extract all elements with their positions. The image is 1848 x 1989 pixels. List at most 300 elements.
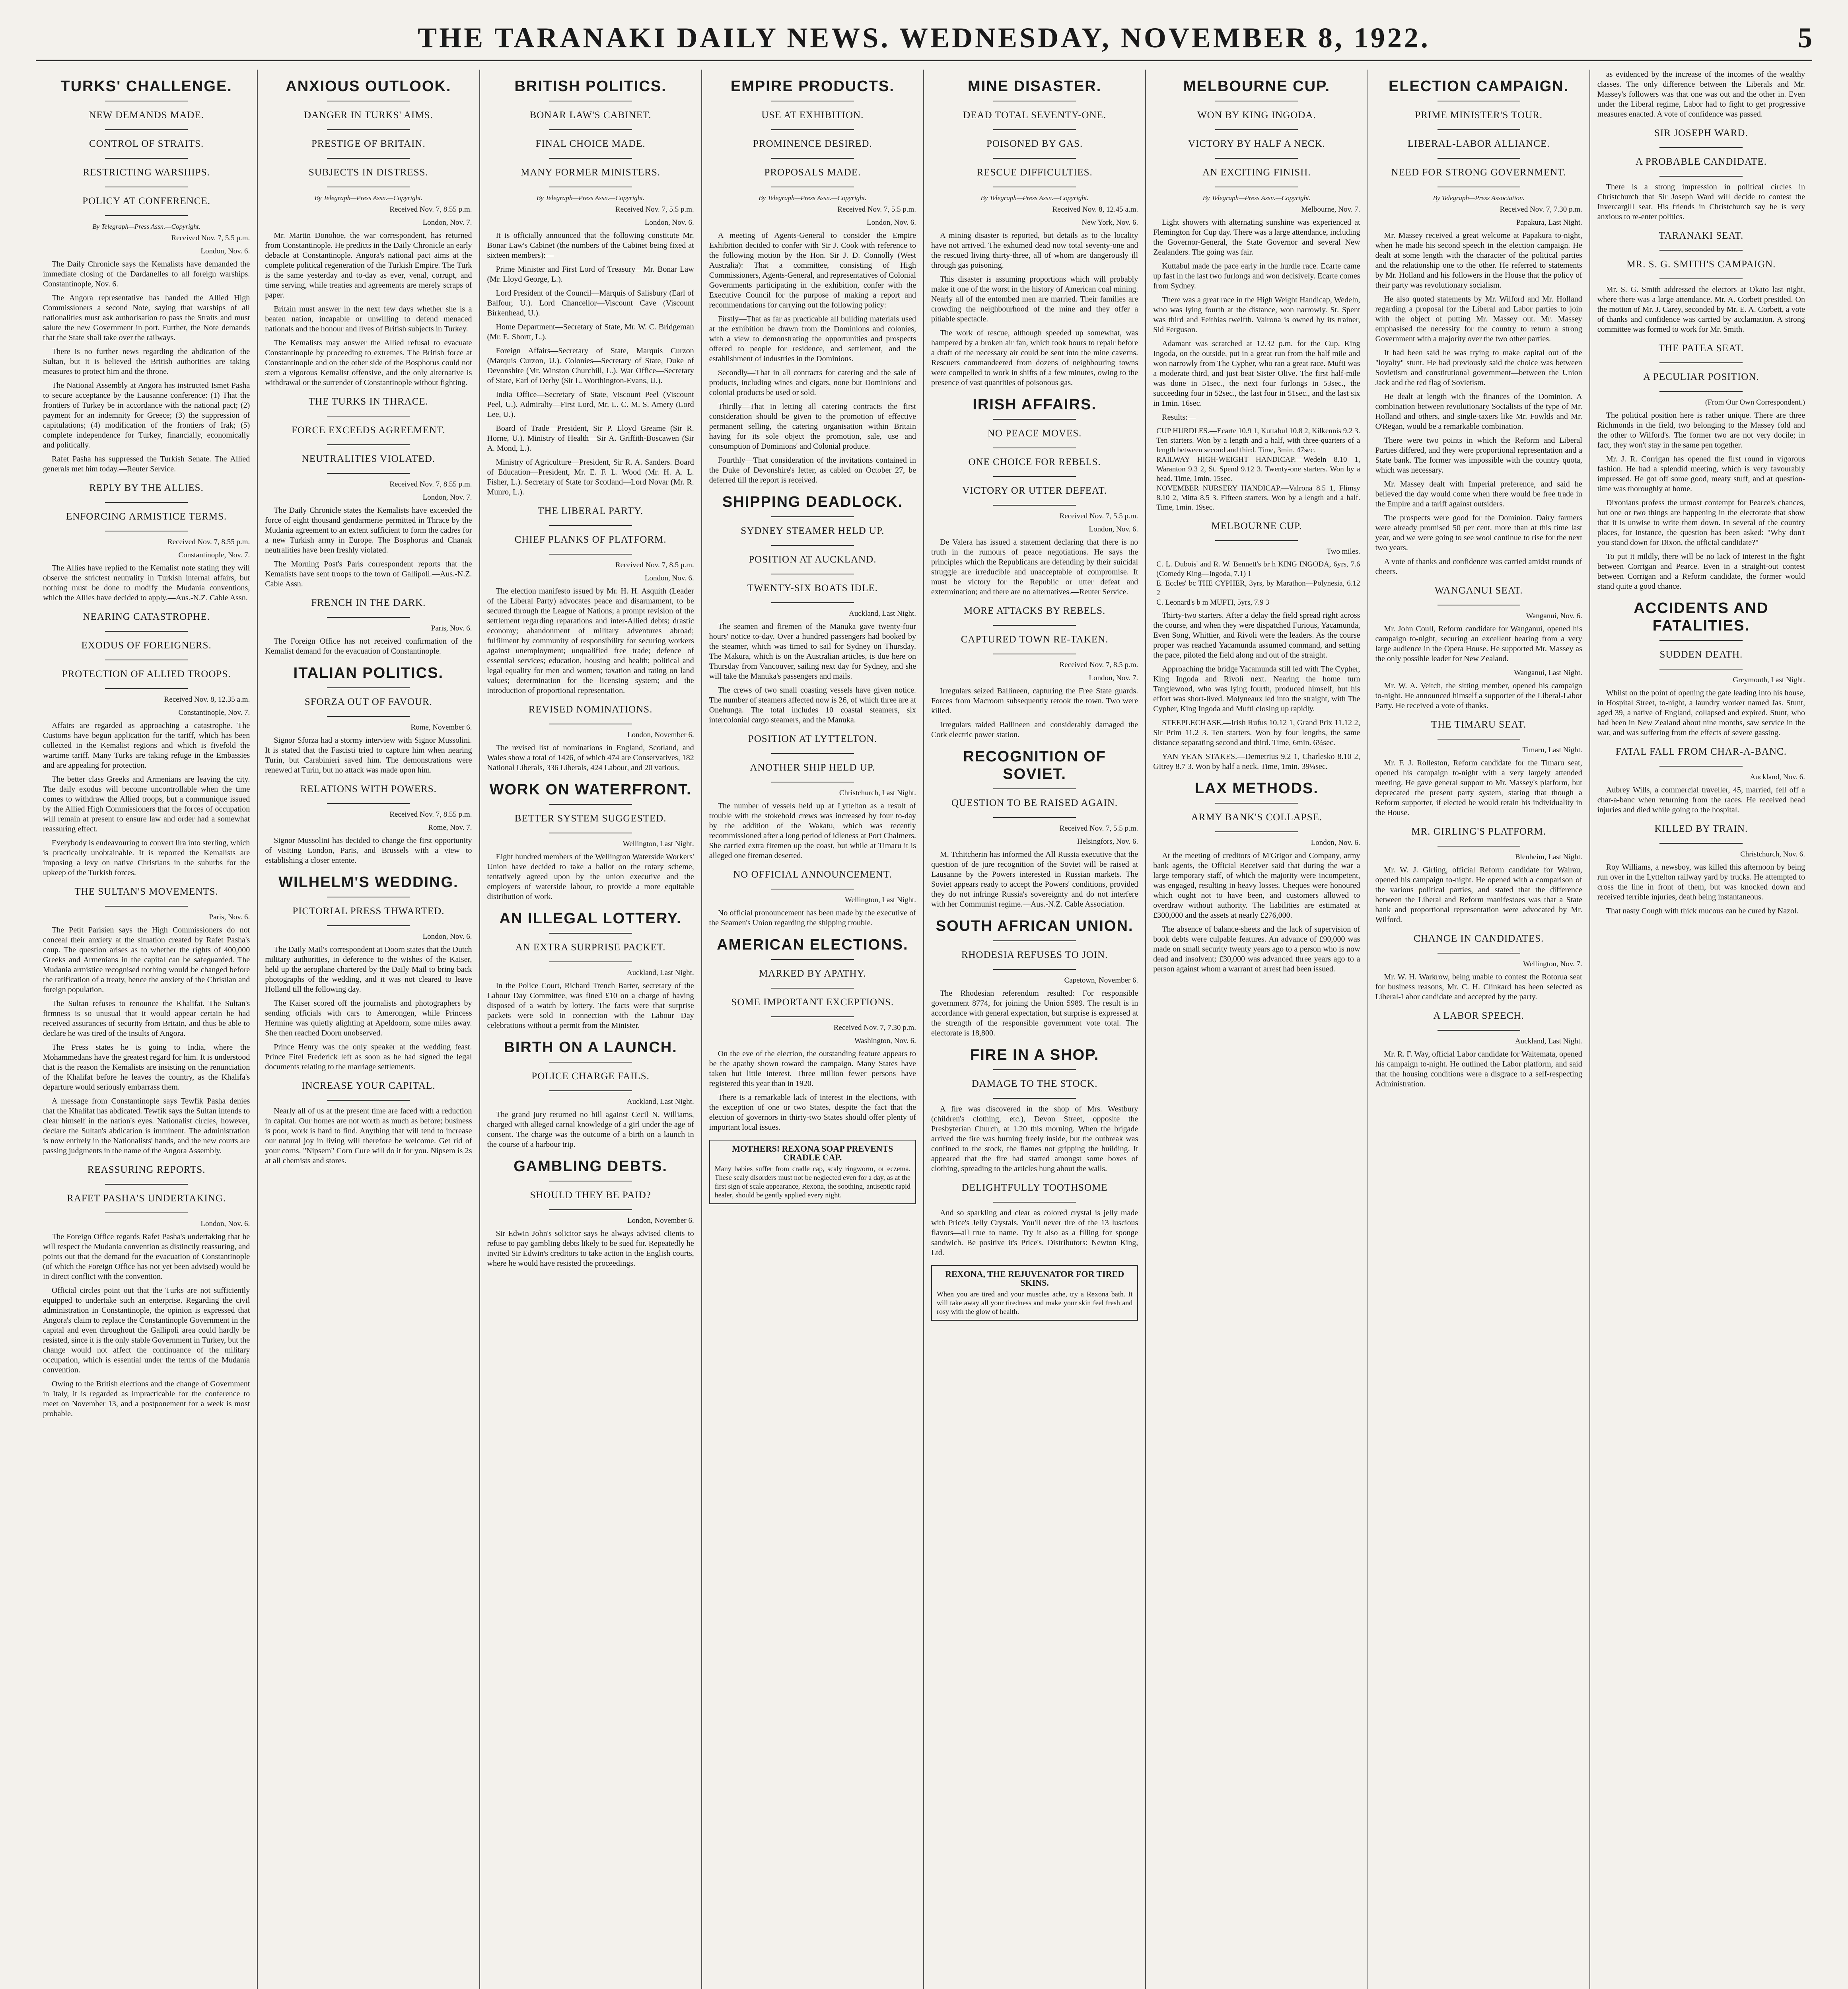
article-paragraph: The better class Greeks and Armenians are leaving the city. The daily exodus will become uncontrollable when the time comes to withdraw the Allied troops, but a communique issued by the Allied High Commissioners that the forces of occupation will remain at present to ensure law and order had a somewhat reassuring effect. xyxy=(43,775,250,833)
dateline: Timaru, Last Night. xyxy=(1522,746,1582,754)
article-paragraph: Secondly—That in all contracts for catering and the sale of products, including wines and cigars, none but Dominions' and colonial products be used or sold. xyxy=(709,368,916,397)
article-paragraph: To put it mildly, there will be no lack of interest in the fight between Corrigan and Pearce. Even in a straight-out contest between Corrigan and a Reform candidate, the former would stand quite a good chance. xyxy=(1597,552,1805,591)
article-paragraph: Irregulars seized Ballineen, capturing the Free State guards. Forces from Macroom subsequently retook the town. Two were killed. xyxy=(931,687,1138,715)
subheading-rule xyxy=(993,505,1076,506)
article-paragraph: The election manifesto issued by Mr. H. H. Asquith (Leader of the Liberal Party) advocates peace and disarmament, to be secured through the League of Nations; a prompt revision of the settlement regarding reparations and inter-Allied debts; drastic economy; abandonment of military adventures abroad; fulfilment by community of responsibility for securing workers against unemployment; unqualified free trade; defence of essential services; education, housing and health; political and legal equality for men and women; taxation and rating on land values; determination for the licensing system; and the introduction of proportional representation. xyxy=(487,587,694,695)
dateline: Received Nov. 8, 12.45 a.m. xyxy=(1052,205,1138,214)
subheading-rule xyxy=(105,129,188,130)
article-paragraph: There is no further news regarding the abdication of the Sultan, but it is believed the British authorities are taking measures to protect him and the throne. xyxy=(43,347,250,376)
headline-rule xyxy=(549,804,632,805)
article-paragraph: Prime Minister and First Lord of Treasury—Mr. Bonar Law (Mr. Lloyd George, L.). xyxy=(487,265,694,284)
subheading: WON BY KING INGODA. xyxy=(1197,110,1316,121)
article-paragraph: The Sultan refuses to renounce the Khalifat. The Sultan's firmness is so unusual that it would appear certain he had received assurances of security from Britain, and thus be able to declare he was tired of the insults of Angora. xyxy=(43,999,250,1038)
subheading-rule xyxy=(327,716,410,717)
dateline: Received Nov. 7, 5.5 p.m. xyxy=(1059,824,1138,833)
subheading: BETTER SYSTEM SUGGESTED. xyxy=(514,813,667,824)
article-paragraph: He dealt at length with the finances of the Dominion. A combination between revolutionary Socialists of the type of Mr. Holland and others, and single-taxers like Mr. Fowlds and Mr. O'Regan, would be a remarkable combination. xyxy=(1375,392,1582,431)
subheading: CONTROL OF STRAITS. xyxy=(89,138,204,149)
article-paragraph: The Angora representative has handed the Allied High Commissioners a second Note, saying that warships of all nationalities must ask authorisation to pass the Straits and must salute the new Government in port. Further, the Note demands that the State shall take over the railways. xyxy=(43,294,250,342)
dateline: London, Nov. 7. xyxy=(1089,674,1138,682)
subheading: SYDNEY STEAMER HELD UP. xyxy=(741,525,885,536)
article-paragraph: Eight hundred members of the Wellington Waterside Workers' Union have decided to take a ballot on the rotary scheme, tentatively agreed upon by the union executive and the employers of waterside labour, to provide a more equitable distribution of work. xyxy=(487,852,694,901)
subheading: CHIEF PLANKS OF PLATFORM. xyxy=(514,534,667,545)
wire-credit: By Telegraph—Press Assn.—Copyright. xyxy=(1202,194,1311,202)
article-headline: SHIPPING DEADLOCK. xyxy=(722,494,903,510)
article-paragraph: Thirdly—That in letting all catering contracts the first consideration should be given to the promotion of effective permanent selling, the catering organisation within Britain having for its sole object the promotion, sale, use and consumption of Dominions' and Colonial produce. xyxy=(709,402,916,451)
dateline: Wellington, Nov. 7. xyxy=(1523,960,1582,968)
subheading: REASSURING REPORTS. xyxy=(87,1164,206,1175)
dateline: Paris, Nov. 6. xyxy=(431,624,472,633)
subheading: SOME IMPORTANT EXCEPTIONS. xyxy=(731,997,894,1008)
dateline: London, Nov. 7. xyxy=(422,493,472,502)
dateline: London, Nov. 6. xyxy=(1311,839,1360,847)
subheading: RELATIONS WITH POWERS. xyxy=(300,784,437,794)
article-paragraph: Whilst on the point of opening the gate leading into his house, in Hospital Street, to-night, a laundry worker named Jas. Stunt, aged 39, a native of England, collapsed and expired. Stunt, who had been in New Zealand about nine months, saw service in the war, and was suffering from the effects of severe gassing. xyxy=(1597,689,1805,737)
article-headline: FIRE IN A SHOP. xyxy=(970,1047,1099,1063)
article-paragraph: Affairs are regarded as approaching a catastrophe. The Customs have begun application for the tariff, which has been collected in the Kemalist regions and which is fivefold the wartime tariff. Many Turks are taking refuge in the Embassies and are appealing for protection. xyxy=(43,721,250,770)
subheading-rule xyxy=(993,625,1076,626)
subheading: SFORZA OUT OF FAVOUR. xyxy=(304,697,432,707)
subheading: SIR JOSEPH WARD. xyxy=(1654,128,1748,138)
subheading-rule xyxy=(105,688,188,689)
dateline: Received Nov. 7, 7.30 p.m. xyxy=(833,1024,916,1032)
subheading: PRESTIGE OF BRITAIN. xyxy=(311,138,426,149)
subheading: MARKED BY APATHY. xyxy=(759,968,866,979)
article-headline: MINE DISASTER. xyxy=(968,78,1102,95)
subheading-rule xyxy=(993,817,1076,818)
subheading: DELIGHTFULLY TOOTHSOME xyxy=(961,1182,1108,1193)
subheading: THE LIBERAL PARTY. xyxy=(538,506,644,516)
column-6 xyxy=(1146,70,1368,1989)
subheading-rule xyxy=(1659,766,1743,767)
dateline: Wellington, Last Night. xyxy=(845,896,916,904)
article-paragraph: In the Police Court, Richard Trench Barter, secretary of the Labour Day Committee, was fined £10 on a charge of having disposed of a watch by lottery. The facts were that surprise packets were sold in connection with the Labour Day celebrations without a permit from the Minister. xyxy=(487,981,694,1030)
subheading-rule xyxy=(549,1209,632,1210)
article-headline: IRISH AFFAIRS. xyxy=(973,396,1097,413)
article-headline: SOUTH AFRICAN UNION. xyxy=(936,918,1134,934)
article-paragraph: He also quoted statements by Mr. Wilford and Mr. Holland regarding a proposal for the Liberal and Labor parties to join with the object of putting Mr. Massey out. Mr. Massey emphasised the necessity for the country to return a strong Government with a majority over the two other parties. xyxy=(1375,295,1582,343)
article-paragraph: Lord President of the Council—Marquis of Salisbury (Earl of Balfour, U.). Lord Chancellor—Viscount Cave (Viscount Birkenhead, U.). xyxy=(487,289,694,317)
article-headline: ITALIAN POLITICS. xyxy=(293,665,444,681)
subheading-rule xyxy=(771,545,854,546)
subheading: NEUTRALITIES VIOLATED. xyxy=(302,453,436,464)
article-paragraph: Mr. F. J. Rolleston, Reform candidate for the Timaru seat, opened his campaign to-night with a very largely attended meeting. He gave general support to Mr. Massey's platform, but deprecated the present party system, stating that though a Reform supporter, if elected he would retain his individuality in the House. xyxy=(1375,759,1582,817)
article-paragraph: Rafet Pasha has suppressed the Turkish Senate. The Allied generals met him today.—Reuter Service. xyxy=(43,455,250,473)
headline-rule xyxy=(1215,803,1298,804)
page-number: 5 xyxy=(1798,21,1812,54)
article-headline: BRITISH POLITICS. xyxy=(514,78,667,95)
subheading-rule xyxy=(1659,176,1743,177)
article-paragraph: Mr. Massey received a great welcome at Papakura to-night, when he made his second speech in the election campaign. He dealt at some length with the character of the political parties and the relationship one to the other. He referred to statements by Mr. Holland and his followers in the House that the policy of their party was revolutionary socialism. xyxy=(1375,231,1582,290)
headline-rule xyxy=(993,419,1076,420)
advertisement-heading: REXONA, THE REJUVENATOR FOR TIRED SKINS. xyxy=(945,1269,1124,1288)
article-paragraph: Signor Mussolini has decided to change the first opportunity of visiting London, Paris, and Brussels with a view to establishing a closer entente. xyxy=(265,836,472,865)
dateline: London, Nov. 6. xyxy=(1089,525,1138,533)
subheading-rule xyxy=(1438,129,1520,130)
article-headline: ANXIOUS OUTLOOK. xyxy=(286,78,451,95)
subheading-rule xyxy=(105,215,188,216)
subheading: INCREASE YOUR CAPITAL. xyxy=(302,1080,436,1091)
article-paragraph: The Rhodesian referendum resulted: For responsible government 8774, for joining the Union 5989. The result is in accordance with general expectation, but surprise is expressed at the strength of the responsible government vote total. The electorate is 18,800. xyxy=(931,989,1138,1037)
article-paragraph: Mr. John Coull, Reform candidate for Wanganui, opened his campaign to-night, securing an excellent hearing from a very large audience in the Opera House. He supported Mr. Massey as the only possible leader for New Zealand. xyxy=(1375,625,1582,663)
dateline: Received Nov. 7, 5.5 p.m. xyxy=(615,205,694,214)
wire-credit: By Telegraph—Press Assn.—Copyright. xyxy=(536,194,645,202)
subheading: ANOTHER SHIP HELD UP. xyxy=(750,762,875,773)
article-paragraph: Light showers with alternating sunshine was experienced at Flemington for Cup day. There was a large attendance, including the Governor-General, the State Governor and several New Zealanders. The going was fair. xyxy=(1153,218,1360,257)
dateline: London, Nov. 7. xyxy=(422,218,472,227)
advertisement xyxy=(931,1265,1138,1321)
result-line: E. Eccles' bc THE CYPHER, 3yrs, by Marathon—Polynesia, 6.12 2 xyxy=(1156,579,1360,597)
article-paragraph: Adamant was scratched at 12.32 p.m. for the Cup. King Ingoda, on the outside, put in a great run from the half mile and won narrowly from The Cypher, who ran a great race. Mufti was a moderate third, and just beat Sister Olive. The first half-mile was done in 51sec., the next four furlongs in 53sec., the succeeding four in 52sec., the last four in 51sec., and the last six in 1min. 16sec. xyxy=(1153,339,1360,408)
subheading-rule xyxy=(1659,250,1743,251)
subheading-rule xyxy=(105,1212,188,1213)
dateline: Received Nov. 7, 7.30 p.m. xyxy=(1500,205,1582,214)
article-headline: WORK ON WATERFRONT. xyxy=(489,781,692,798)
article-paragraph: The prospects were good for the Dominion. Dairy farmers were already promised 50 per cent. more than at this time last year, and we were going to see wool continue to rise for the next two years. xyxy=(1375,514,1582,552)
dateline: Melbourne, Nov. 7. xyxy=(1301,205,1360,214)
dateline: Christchurch, Last Night. xyxy=(839,789,916,797)
subheading-rule xyxy=(1438,739,1520,740)
dateline: Constantinople, Nov. 7. xyxy=(178,551,250,559)
article-paragraph: There is a strong impression in political circles in Christchurch that Sir Joseph Ward will decide to contest the Invercargill seat. His friends in Christchurch say he is very anxious to re-enter politics. xyxy=(1597,183,1805,221)
headline-rule xyxy=(549,1062,632,1063)
article-paragraph: Signor Sforza had a stormy interview with Signor Mussolini. It is stated that the Fascisti tried to capture him when nearing Turin, but Carabinieri saved him. The demonstrations were renewed at Turin, but no attack was made upon him. xyxy=(265,736,472,775)
column-3 xyxy=(480,70,702,1989)
article-paragraph: The Press states he is going to India, where the Mohammedans have the greatest regard for him. It is understood that is the reason the Kemalists are insisting on the renunciation of the Khalifat before he leaves the country, as the Khalifa's departure would seriously embarrass them. xyxy=(43,1043,250,1092)
subheading-rule xyxy=(549,1090,632,1091)
subheading: PICTORIAL PRESS THWARTED. xyxy=(292,906,445,917)
article-paragraph: The Morning Post's Paris correspondent reports that the Kemalists have sent troops to the town of Gallipoli.—Aus.-N.Z. Cable Assn. xyxy=(265,560,472,588)
article-headline: BIRTH ON A LAUNCH. xyxy=(504,1039,677,1056)
subheading: RESTRICTING WARSHIPS. xyxy=(83,167,210,178)
subheading-rule xyxy=(327,129,410,130)
article-paragraph: And so sparkling and clear as colored crystal is jelly made with Price's Jelly Crystals. You'll never tire of the 13 luscious flavors—all true to name. Try it also as a filling for sponge sandwich. Be positive it's Price's. Distributors: Newton King, Ltd. xyxy=(931,1209,1138,1257)
subheading-rule xyxy=(771,602,854,603)
subheading: THE SULTAN'S MOVEMENTS. xyxy=(74,886,218,897)
article-paragraph: Nearly all of us at the present time are faced with a reduction in capital. Our homes are not worth as much as before; business is poor, work is hard to find. Anything that will tend to increase our natural joy in living will therefore be welcome. Get rid of your corns. "Nipsem" Corn Cure will do it for you. Nipsem is 2s at all chemists and stores. xyxy=(265,1107,472,1165)
article-paragraph: There were two points in which the Reform and Liberal Parties differed, and they were proportional representation and a State bank. The former was impossible with the country quota, which was necessary. xyxy=(1375,436,1582,475)
article-paragraph: Mr. S. G. Smith addressed the electors at Okato last night, where there was a large attendance. Mr. A. Corbett presided. On the motion of Mr. J. Carey, seconded by Mr. E. A. Corbett, a vote of thanks and confidence was carried by acclamation. A strong committee was formed to work for Mr. Smith. xyxy=(1597,285,1805,334)
article-paragraph: Prince Henry was the only speaker at the wedding feast. Prince Eitel Frederick left as soon as he had signed the legal documents relating to the marriage settlements. xyxy=(265,1043,472,1071)
dateline: London, Nov. 6. xyxy=(422,932,472,941)
article-paragraph: M. Tchitcherin has informed the All Russia executive that the question of de jure recognition of the Soviet will be raised at Lausanne by the Powers interested in Russian markets. The Soviet appears ready to accept the Powers' conditions, provided they do not infringe Russia's sovereignty and do not interfere with her Communist regime.—Aus.-N.Z. Cable Association. xyxy=(931,850,1138,909)
article-paragraph: Kuttabul made the pace early in the hurdle race. Ecarte came up fast in the last two furlongs and won decisively. Ecarte comes from Sydney. xyxy=(1153,262,1360,290)
subheading-rule xyxy=(1659,843,1743,844)
subheading: ARMY BANK'S COLLAPSE. xyxy=(1191,812,1323,823)
subheading-rule xyxy=(771,158,854,159)
article-paragraph: Official circles point out that the Turks are not sufficiently equipped to undertake such an enterprise. Regarding the civil administration in Constantinople, the opinion is expressed that Angora's claim to replace the Constantinople Government in the capital and even throughout the Gallipoli area could hardly be resisted, since it is the only stable Government in Turkey, but the change would not affect the continuance of the military occupation, which is essential under the terms of the Mudania convention. xyxy=(43,1286,250,1374)
subheading-rule xyxy=(105,158,188,159)
subheading: MELBOURNE CUP. xyxy=(1211,521,1302,531)
subheading-rule xyxy=(327,617,410,618)
subheading: AN EXTRA SURPRISE PACKET. xyxy=(515,942,666,953)
article-paragraph: There is a remarkable lack of interest in the elections, with the exception of one or two States, despite the fact that the election of governors in thirty-two States should offer plenty of important local issues. xyxy=(709,1093,916,1132)
newspaper-columns xyxy=(36,70,1812,1989)
article-paragraph: Mr. R. F. Way, official Labor candidate for Waitemata, opened his campaign to-night. He outlined the Labor platform, and said that the housing conditions were a disgrace to a self-respecting Administration. xyxy=(1375,1050,1582,1088)
article-paragraph: A mining disaster is reported, but details as to the locality have not arrived. The exhumed dead now total seventy-one and the rescued living thirty-three, all of whom are dangerously ill through gas poisoning. xyxy=(931,231,1138,270)
subheading-rule xyxy=(105,1184,188,1185)
subheading-rule xyxy=(549,525,632,526)
article-paragraph: Sir Edwin John's solicitor says he always advised clients to refuse to pay gambling debts likely to be sued for. Repeatedly he invited Sir Edwin's creditors to take action in the English courts, where he would have resisted the proceedings. xyxy=(487,1229,694,1268)
subheading-rule xyxy=(327,925,410,926)
subheading: REVISED NOMINATIONS. xyxy=(528,704,653,715)
subheading: TWENTY-SIX BOATS IDLE. xyxy=(747,583,878,594)
wire-credit: By Telegraph—Press Assn.—Copyright. xyxy=(92,223,200,230)
dateline: London, Nov. 6. xyxy=(200,247,250,255)
dateline: Received Nov. 8, 12.35 a.m. xyxy=(164,695,250,704)
dateline: Rome, November 6. xyxy=(410,723,472,732)
subheading: ONE CHOICE FOR REBELS. xyxy=(968,457,1101,467)
subheading: SUDDEN DEATH. xyxy=(1659,649,1743,660)
article-paragraph: The revised list of nominations in England, Scotland, and Wales show a total of 1426, of which 474 are Conservatives, 182 National Liberals, 336 Liberals, 424 Labour, and 20 various. xyxy=(487,743,694,772)
article-paragraph: Mr. W. H. Warkrow, being unable to contest the Rotorua seat for business reasons, Mr. C. H. Clinkard has been selected as Liberal-Labor candidate and accepted by the party. xyxy=(1375,973,1582,1001)
article-paragraph: Mr. Massey dealt with Imperial preference, and said he believed the day would come when there would be free trade in the Empire and a tariff against outsiders. xyxy=(1375,480,1582,508)
subheading: DAMAGE TO THE STOCK. xyxy=(971,1078,1098,1089)
result-line: CUP HURDLES.—Ecarte 10.9 1, Kuttabul 10.8 2, Kilkennis 9.2 3. Ten starters. Won by a length and a half, with three-quarters of a length between second and third. Time, 3min. 47sec. xyxy=(1156,427,1360,454)
article-paragraph: Home Department—Secretary of State, Mr. W. C. Bridgeman (Mr. E. Shortt, L.). xyxy=(487,323,694,341)
subheading: USE AT EXHIBITION. xyxy=(761,110,864,121)
subheading-rule xyxy=(1438,953,1520,954)
subheading: NO PEACE MOVES. xyxy=(987,428,1082,439)
dateline: Received Nov. 7, 8.5 p.m. xyxy=(1059,661,1138,669)
advertisement-heading: MOTHERS! REXONA SOAP PREVENTS CRADLE CAP. xyxy=(732,1144,893,1162)
subheading: A PROBABLE CANDIDATE. xyxy=(1635,156,1767,167)
subheading: LIBERAL-LABOR ALLIANCE. xyxy=(1407,138,1550,149)
article-headline: EMPIRE PRODUCTS. xyxy=(730,78,895,95)
subheading: FORCE EXCEEDS AGREEMENT. xyxy=(292,425,445,436)
subheading-rule xyxy=(549,129,632,130)
article-paragraph: Roy Williams, a newsboy, was killed this afternoon by being run over in the Lyttelton railway yard by trucks. He attempted to cross the line in front of them, but was knocked down and received terrible injuries, death being instantaneous. xyxy=(1597,863,1805,901)
subheading: POLICE CHARGE FAILS. xyxy=(531,1071,650,1082)
article-paragraph: On the eve of the election, the outstanding feature appears to be the apathy shown toward the campaign. Many States have taken but little interest. Three million fewer persons have registered this year than in 1920. xyxy=(709,1049,916,1088)
dateline: London, Nov. 6. xyxy=(644,574,694,582)
article-paragraph: At the meeting of creditors of M'Grigor and Company, army bank agents, the Official Receiver said that during the war a large temporary staff, of which the majority were incompetent, was engaged, resulting in heavy losses. Cheques were honoured which ought not to have been, and customers allowed to overdraw without authority. The liabilities are estimated at £300,000 and the assets at nearly £276,000. xyxy=(1153,851,1360,920)
article-paragraph: It had been said he was trying to make capital out of the "loyalty" stunt. He had previously said the choice was between Sovietism and constitutional government—between the Union Jack and the red flag of Sovietism. xyxy=(1375,348,1582,387)
subheading-rule xyxy=(1438,846,1520,847)
dateline: Auckland, Nov. 6. xyxy=(1750,773,1805,781)
article-headline: MELBOURNE CUP. xyxy=(1183,78,1331,95)
article-paragraph: A vote of thanks and confidence was carried amidst rounds of cheers. xyxy=(1375,557,1582,576)
result-line: RAILWAY HIGH-WEIGHT HANDICAP.—Wedeln 8.10 1, Waranton 9.3 2, St. Spend 9.12 3. Twenty-one starters. Won by a head. Time, 1min. 15sec. xyxy=(1156,455,1360,483)
article-paragraph: Thirty-two starters. After a delay the field spread right across the course, and when they were dispatched Furious, Yacamunda, Even Song, Whittier, and Rivoli were the leaders. As the course proper was reached Yacamunda assumed command, and setting the pace, piloted the field along and out of the straight. xyxy=(1153,611,1360,660)
subheading-rule xyxy=(105,631,188,632)
article-paragraph: Britain must answer in the next few days whether she is a beaten nation, incapable or unwilling to defend menaced nationals and the honour and lives of British subjects in Turkey. xyxy=(265,305,472,333)
subheading-rule xyxy=(1215,158,1298,159)
dateline: Auckland, Last Night. xyxy=(849,609,916,618)
subheading: AN EXCITING FINISH. xyxy=(1202,167,1311,178)
article-paragraph: The Kaiser scored off the journalists and photographers by sending officials with cars to Amerongen, while Princess Hermine was quietly alighting at Apeldoorn, some miles away. She then reached Doorn unobserved. xyxy=(265,999,472,1037)
article-headline: RECOGNITION OF SOVIET. xyxy=(963,748,1106,782)
subheading-rule xyxy=(105,502,188,503)
dateline: Paris, Nov. 6. xyxy=(209,913,250,921)
subheading-rule xyxy=(1215,129,1298,130)
subheading-rule xyxy=(1438,1030,1520,1031)
result-line: NOVEMBER NURSERY HANDICAP.—Valrona 8.5 1, Flimsy 8.10 2, Mitta 8.5 3. Fifteen starters. Won by a length and a half. Time, 1min. 19sec. xyxy=(1156,484,1360,512)
article-paragraph: The absence of balance-sheets and the lack of supervision of book debts were culpable features. An advance of £90,000 was made on small security twenty years ago to a person who is now dead and insolvent; £30,000 was advanced three years ago to a person against whom a warrant of arrest had been issued. xyxy=(1153,925,1360,973)
headline-rule xyxy=(1659,640,1743,641)
column-2 xyxy=(258,70,480,1989)
subheading: DEAD TOTAL SEVENTY-ONE. xyxy=(963,110,1107,121)
article-paragraph: A fire was discovered in the shop of Mrs. Westbury (children's clothing, etc.), Devon Street, opposite the Presbyterian Church, at 1.20 this morning. When the brigade arrived the fire was burning freely inside, but the outbreak was confined to the stock, the flames not gripping the building. It appeared that the fire had started amongst some boxes of clothing, spreading to the articles hung about the walls. xyxy=(931,1105,1138,1173)
article-paragraph: The Allies have replied to the Kemalist note stating they will observe the strictest neutrality in Turkish internal affairs, but nothing must be done to modify the Mudania conventions, which the Allies have decided to apply.—Aus.-N.Z. Cable Assn. xyxy=(43,564,250,602)
article-paragraph: This disaster is assuming proportions which will probably make it one of the worst in the history of American coal mining. Nearly all of the entombed men are married. Their families are crowding the neighbourhood of the mine and they offer a pitiable spectacle. xyxy=(931,275,1138,323)
dateline: London, Nov. 6. xyxy=(200,1220,250,1228)
subheading: POSITION AT LYTTELTON. xyxy=(748,734,877,744)
dateline: London, Nov. 6. xyxy=(644,218,694,227)
subheading-rule xyxy=(1659,391,1743,392)
dateline: Received Nov. 7, 8.55 p.m. xyxy=(389,810,472,819)
subheading-rule xyxy=(993,158,1076,159)
article-headline: AN ILLEGAL LOTTERY. xyxy=(499,910,682,927)
article-paragraph: Mr. Martin Donohoe, the war correspondent, has returned from Constantinople. He predicts in the Daily Chronicle an early debacle at Constantinople. Angora's national pact aims at the complete political regeneration of the Turkish Empire. The Turk is the same yesterday and to-day as ever, venal, corrupt, and time serving, while treaties and agreements are merely scraps of paper. xyxy=(265,231,472,300)
article-paragraph: Mr. W. J. Girling, official Reform candidate for Wairau, opened his campaign to-night. He opened with a comparison of the various political parties, and stated that the difference between the Liberal and Reform manifestoes was that a State bank and proportional representation were advocated by Mr. Wilford. xyxy=(1375,866,1582,924)
subheading: VICTORY BY HALF A NECK. xyxy=(1188,138,1325,149)
dateline: Auckland, Last Night. xyxy=(626,969,694,977)
article-paragraph: The Foreign Office has not received confirmation of the Kemalist demand for the evacuation of Constantinople. xyxy=(265,637,472,656)
subheading: POISONED BY GAS. xyxy=(986,138,1083,149)
article-paragraph: The political position here is rather unique. There are three Richmonds in the field, two belonging to the Massey fold and the other to Wilford's. The former two are not very docile; in fact, they won't stay in the same pen together. xyxy=(1597,411,1805,450)
result-line: C. Leonard's b m MUFTI, 5yrs, 7.9 3 xyxy=(1156,598,1269,607)
article-paragraph: as evidenced by the increase of the incomes of the wealthy classes. The only difference between the Liberals and Mr. Massey's followers was that one was out and the other in. Even under the Liberal regime, Labor had to fight to get progressive measures enacted. A vote of confidence was passed. xyxy=(1597,70,1805,119)
subheading-rule xyxy=(327,473,410,474)
article-paragraph: Mr. J. R. Corrigan has opened the first round in vigorous fashion. He had a splendid meeting, which is very favourably impressed. He got off some good, meaty stuff, and at question-time was thoroughly at home. xyxy=(1597,455,1805,493)
subheading-rule xyxy=(993,129,1076,130)
article-headline: GAMBLING DEBTS. xyxy=(514,1158,668,1175)
article-paragraph: Approaching the bridge Yacamunda still led with The Cypher, King Ingoda and Rivoli next. Nearing the home turn Tanglewood, who was lying fourth, produced himself, but his effort was short-lived. Molyneaux led into the straight, with The Cypher, King Ingoda and Mufti closing up rapidly. xyxy=(1153,665,1360,713)
advertisement-text: When you are tired and your muscles ache, try a Rexona bath. It will take away all your tiredness and make your skin feel fresh and rosy with the glow of health. xyxy=(937,1290,1133,1316)
dateline: Received Nov. 7, 8.55 p.m. xyxy=(389,205,472,214)
race-results xyxy=(1153,560,1360,607)
article-paragraph: The Daily Chronicle says the Kemalists have demanded the immediate closing of the Dardanelles to all foreign warships. Constantinople, Nov. 6. xyxy=(43,260,250,288)
subheading-rule xyxy=(993,476,1076,477)
dateline: (From Our Own Correspondent.) xyxy=(1705,398,1805,407)
article-paragraph: Board of Trade—President, Sir P. Lloyd Greame (Sir R. Horne, U.). Ministry of Health—Sir A. Griffith-Boscawen (Sir A. Mond, L.). xyxy=(487,424,694,453)
subheading: RHODESIA REFUSES TO JOIN. xyxy=(961,950,1108,960)
headline-rule xyxy=(771,959,854,960)
headline-rule xyxy=(549,933,632,934)
dateline: Received Nov. 7, 8.5 p.m. xyxy=(615,561,694,569)
race-results xyxy=(1153,426,1360,512)
article-paragraph: A meeting of Agents-General to consider the Empire Exhibition decided to confer with Sir J. Cook with reference to the following motion by the Hon. Sir J. D. Connolly (West Australia): That a committee, consisting of High Commissioners, Agents-General, and representatives of Colonial Governments participating in the exhibition, confer with the Executive Council for the purpose of making a report and recommendations for carrying out the following policy: xyxy=(709,231,916,309)
subheading-rule xyxy=(549,554,632,555)
headline-rule xyxy=(327,687,410,688)
subheading: SHOULD THEY BE PAID? xyxy=(530,1190,651,1201)
headline-rule xyxy=(993,940,1076,941)
article-headline: LAX METHODS. xyxy=(1194,780,1319,797)
subheading: PROMINENCE DESIRED. xyxy=(753,138,872,149)
subheading-rule xyxy=(1659,278,1743,279)
subheading: PROTECTION OF ALLIED TROOPS. xyxy=(62,669,231,679)
wire-credit: By Telegraph—Press Assn.—Copyright. xyxy=(314,194,423,202)
dateline: Received Nov. 7, 5.5 p.m. xyxy=(1059,512,1138,520)
wire-credit: By Telegraph—Press Association. xyxy=(1433,194,1525,202)
subheading: PRIME MINISTER'S TOUR. xyxy=(1415,110,1543,121)
subheading-rule xyxy=(549,158,632,159)
article-paragraph: The Petit Parisien says the High Commissioners do not conceal their anxiety at the situation created by Rafet Pasha's coup. The question arises as to whether the rights of 400,000 Greeks and Armenians in the capital can be safeguarded. The Mudania armistice recognised nothing would be changed before the ratification of a treaty, hence the anxiety of the Christian and foreign population. xyxy=(43,926,250,994)
headline-rule xyxy=(993,788,1076,789)
dateline: Auckland, Last Night. xyxy=(1515,1037,1582,1045)
dateline: Constantinople, Nov. 7. xyxy=(178,708,250,717)
result-line: C. L. Dubois' and R. W. Bennett's br h KING INGODA, 6yrs, 7.6 (Comedy King—Ingoda, 7.1) 1 xyxy=(1156,560,1360,578)
dateline: Helsingfors, Nov. 6. xyxy=(1077,837,1138,846)
article-paragraph: Foreign Affairs—Secretary of State, Marquis Curzon (Marquis Curzon, U.). Colonies—Secretary of State, Duke of Devonshire (Mr. Winston Churchill, L.). War Office—Secretary of State, Earl of Derby (Sir L. Worthington-Evans, U.). xyxy=(487,346,694,385)
subheading-rule xyxy=(1215,540,1298,541)
subheading-rule xyxy=(1438,158,1520,159)
headline-rule xyxy=(993,1069,1076,1070)
dateline: Washington, Nov. 6. xyxy=(854,1037,916,1045)
subheading: RESCUE DIFFICULTIES. xyxy=(977,167,1093,178)
article-paragraph: STEEPLECHASE.—Irish Rufus 10.12 1, Grand Prix 11.12 2, Sir Prim 11.2 3. Ten starters. Won by four lengths, the same distance separating second and third. Time, 6min. 6¼sec. xyxy=(1153,718,1360,747)
subheading: DANGER IN TURKS' AIMS. xyxy=(304,110,433,121)
dateline: Rome, Nov. 7. xyxy=(428,823,472,832)
article-paragraph: Everybody is endeavouring to convert lira into sterling, which is practically unobtainable. It is reported the Kemalists are imposing a levy on native Christians in the suburbs for the upkeep of the Turkish forces. xyxy=(43,839,250,877)
subheading: THE TURKS IN THRACE. xyxy=(308,396,428,407)
article-paragraph: That nasty Cough with thick mucous can be cured by Nazol. xyxy=(1606,907,1799,915)
column-7 xyxy=(1368,70,1590,1989)
column-1 xyxy=(36,70,258,1989)
article-paragraph: Results:— xyxy=(1162,413,1196,422)
subheading-rule xyxy=(327,444,410,445)
dateline: Greymouth, Last Night. xyxy=(1733,676,1805,684)
article-paragraph: The work of rescue, although speeded up somewhat, was hampered by a broken air fan, which took hours to repair before a draft of the necessary air could be sent into the mine caverns. Rescuers commandeered from dozens of neighbouring towns were compelled to work in shifts of a few minutes, owing to the presence of vast quantities of poisonous gas. xyxy=(931,329,1138,387)
subheading-rule xyxy=(105,906,188,907)
dateline: London, Nov. 6. xyxy=(867,218,916,227)
dateline: Auckland, Last Night. xyxy=(626,1098,694,1106)
article-paragraph: The grand jury returned no bill against Cecil N. Williams, charged with alleged carnal knowledge of a girl under the age of consent. The charge was the outcome of a birth on a launch in the course of a harbour trip. xyxy=(487,1110,694,1149)
subheading: CHANGE IN CANDIDATES. xyxy=(1414,933,1544,944)
subheading-rule xyxy=(327,803,410,804)
headline-rule xyxy=(771,516,854,517)
dateline: London, November 6. xyxy=(627,731,694,739)
subheading: ENFORCING ARMISTICE TERMS. xyxy=(66,511,227,522)
article-paragraph: The Daily Mail's correspondent at Doorn states that the Dutch military authorities, in deference to the wishes of the Kaiser, held up the aeroplane chartered by the Daily Mail to bring back photographs of the wedding, and it was not cleared to leave Holland till the following day. xyxy=(265,945,472,994)
article-paragraph: No official pronouncement has been made by the executive of the Seamen's Union regarding the shipping trouble. xyxy=(709,909,916,927)
dateline: Wanganui, Nov. 6. xyxy=(1526,612,1582,620)
wire-credit: By Telegraph—Press Assn.—Copyright. xyxy=(759,194,867,202)
dateline: Capetown, November 6. xyxy=(1064,976,1138,985)
subheading: THE PATEA SEAT. xyxy=(1658,343,1744,354)
subheading: POLICY AT CONFERENCE. xyxy=(82,196,210,206)
dateline: Blenheim, Last Night. xyxy=(1515,853,1582,861)
column-4 xyxy=(702,70,924,1989)
article-paragraph: Firstly—That as far as practicable all building materials used at the exhibition be drawn from the Dominions and colonies, with a view to demonstrating the opportunities and prospects offered to people for residence, and settlement, and the establishment of industries in the Dominions. xyxy=(709,315,916,363)
article-paragraph: Aubrey Wills, a commercial traveller, 45, married, fell off a char-a-banc when returning from the races. He received head injuries and died while going to the hospital. xyxy=(1597,786,1805,814)
article-headline: TURKS' CHALLENGE. xyxy=(60,78,232,95)
article-paragraph: Fourthly—That consideration of the invitations contained in the Duke of Devonshire's letter, as cabled on October 27, be deferred till the report is received. xyxy=(709,456,916,485)
article-paragraph: YAN YEAN STAKES.—Demetrius 9.2 1, Charlesko 8.10 2, Gitrey 8.7 3. Won by half a neck. Time, 1min. 39¼sec. xyxy=(1153,752,1360,771)
subheading-rule xyxy=(993,1202,1076,1203)
subheading: TARANAKI SEAT. xyxy=(1659,230,1744,241)
subheading: MORE ATTACKS BY REBELS. xyxy=(964,605,1106,616)
article-paragraph: Mr. W. A. Veitch, the sitting member, opened his campaign to-night. He announced himself a supporter of the Liberal-Labor Party. He received a vote of thanks. xyxy=(1375,681,1582,710)
subheading-rule xyxy=(771,1016,854,1017)
article-headline: WILHELM'S WEDDING. xyxy=(278,874,459,891)
subheading: WANGANUI SEAT. xyxy=(1434,585,1523,596)
article-paragraph: Irregulars raided Ballineen and considerably damaged the Cork electric power station. xyxy=(931,720,1138,739)
subheading-rule xyxy=(1659,362,1743,363)
dateline: Wellington, Last Night. xyxy=(622,840,694,848)
subheading-rule xyxy=(327,1100,410,1101)
dateline: Christchurch, Nov. 6. xyxy=(1740,850,1805,858)
subheading: FRENCH IN THE DARK. xyxy=(311,597,426,608)
subheading: SUBJECTS IN DISTRESS. xyxy=(308,167,428,178)
article-headline: ELECTION CAMPAIGN. xyxy=(1388,78,1569,95)
wire-credit: By Telegraph—Press Assn.—Copyright. xyxy=(980,194,1089,202)
article-paragraph: A message from Constantinople says Tewfik Pasha denies that the Khalifat has abdicated. Tewfik says the Sultan intends to clear himself in the nation's eyes. Nationalist circles, however, declare the Sultan's abdication is imminent. The administration is now entirely in the Nationalists' hands, and the new courts are passing judgments in the name of the Angora Assembly. xyxy=(43,1097,250,1155)
subheading: VICTORY OR UTTER DEFEAT. xyxy=(962,485,1107,496)
dateline: Wanganui, Last Night. xyxy=(1514,669,1582,677)
subheading: QUESTION TO BE RAISED AGAIN. xyxy=(951,798,1118,808)
